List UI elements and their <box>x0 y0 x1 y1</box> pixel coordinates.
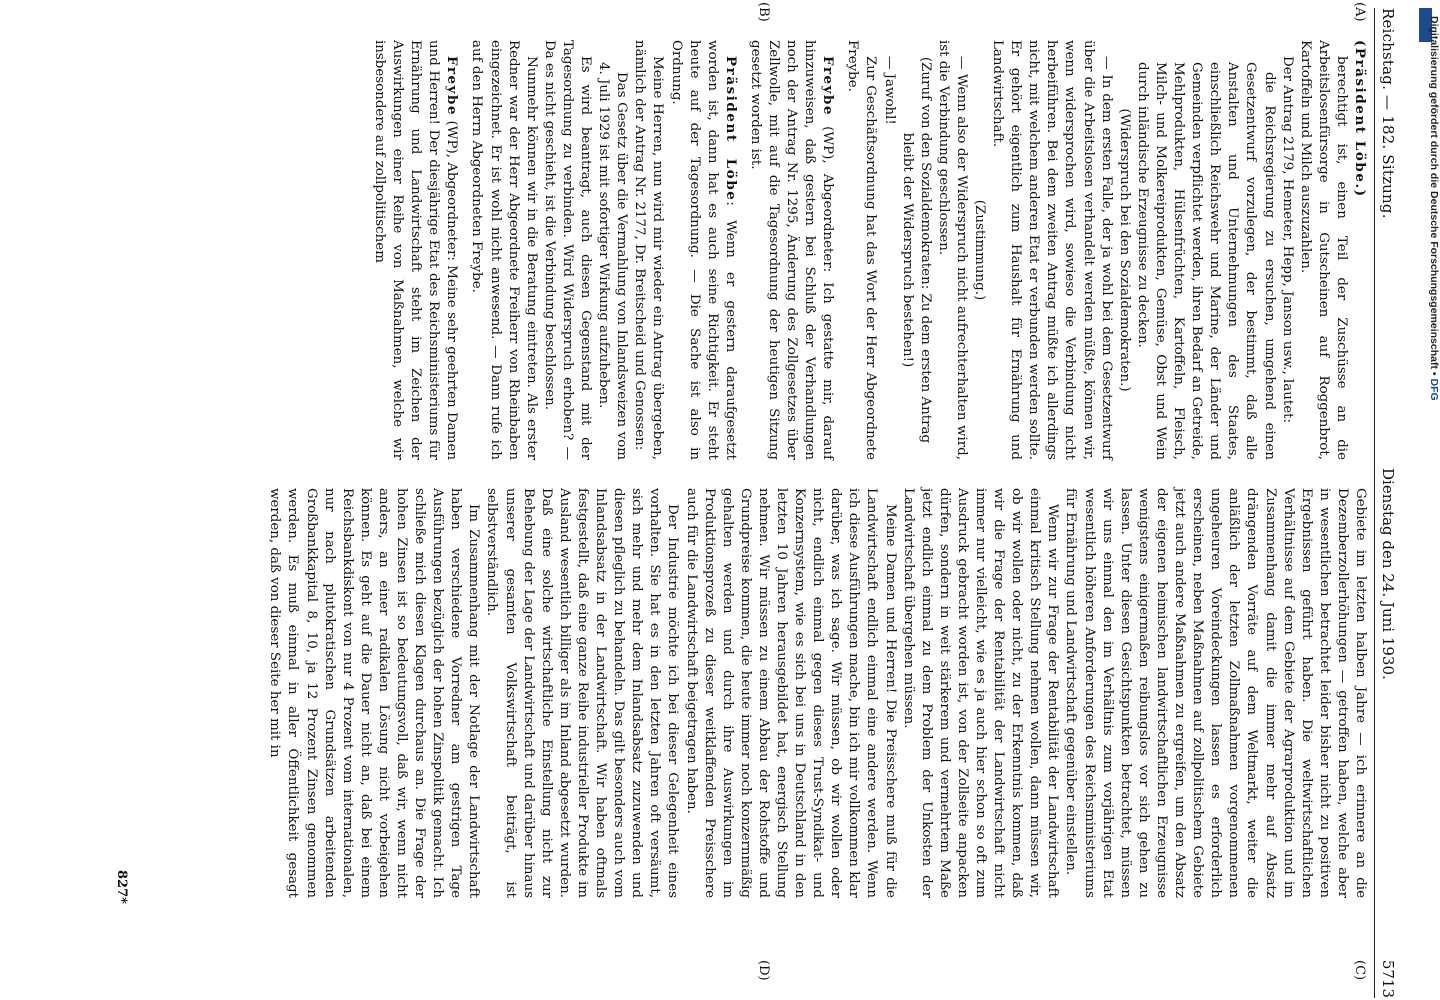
speech-paragraph <box>666 40 739 460</box>
paragraph: Nunmehr können wir in die Beratung eintreten. Als erster Redner war der Herr Abgeordnete Freiherr von Rheinbaben eingezeichnet. Er ist wohl nicht anwesend. — Dann rufe ich auf den Herrn Abgeordneten Freybe. <box>469 40 539 460</box>
motion-text: Das Gesetz über die Vermahlung von Inlandsweizen vom 4. Juli 1929 ist mit sofortiger Wirkung aufzuheben. <box>596 62 630 460</box>
header-left-title: Reichstag. — 182. Sitzung. <box>1379 8 1397 219</box>
running-head <box>1374 8 1401 998</box>
speech-paragraph <box>746 40 837 460</box>
credit-separator: • <box>1428 371 1440 379</box>
speech-paragraph <box>370 40 461 460</box>
paragraph: Der Industrie möchte ich bei dieser Gelegenheit eines vorhalten. Sie hat es in den letzten Jahren oft versäumt, sich mehr und mehr dem Inlandsabsatz zuzuwenden und diesen pfleglich zu behandeln. Das gilt besonders auch vom Inlandsabsatz in der Landwirtschaft. Wir haben oftmals festgestellt, daß eine ganze Reihe industrieller Produkte im Ausland wesentlich billiger als im Inland abgesetzt wurden. Daß eine solche wirtschaftliche Einstellung nicht zur Behebung der Lage der Landwirtschaft und darüber hinaus unserer gesamten Volkswirtschaft beiträgt, ist selbstverständlich. <box>484 488 681 898</box>
interjection: (Zuruf von den Sozialdemokraten: Zu dem ersten Antrag bleibt der Widerspruch bestehen!) <box>899 56 933 444</box>
paragraph: — Jawohl! <box>881 56 897 125</box>
interjection: (Widerspruch bei den Sozialdemokraten.) <box>1116 108 1132 392</box>
margin-letter-d: (D) <box>756 960 771 981</box>
rotated-page <box>101 0 1401 998</box>
speaker-name: (Präsident Löbe.) <box>1352 40 1368 198</box>
header-date: Dienstag den 24. Juni 1930. <box>1379 468 1397 680</box>
speaker-name: Freybe <box>820 56 837 117</box>
page-number: 5713 <box>1379 959 1397 998</box>
paragraph: Gebiete im letzten halben Jahre — ich erinnere an die Dezemberzollerhöhungen — getroffen haben, welche aber in wesentlichen betrachtet leider bisher nicht zu positiven Ergebnissen geführt haben. Die weltwirtschaftlichen Verhältnisse auf dem Gebiete der Agrarproduktion und im Zusammenhang damit die immer mehr auf Absatz drängenden Vorräte auf dem Weltmarkt, weiter die anläßlich der letzten Zollmaßnahmen vorgenommenen ungeheuren Voreindeckungen lassen es erforderlich erscheinen, neben Maßnahmen auf zollpolitischem Gebiete jetzt auch andere Maßnahmen zu ergreifen, um den Absatz der eigenen heimischen landwirtschaftlichen Erzeugnisse wenigstens einigermaßen reibungslos vor sich gehen zu lassen. Unter diesen Gesichtspunkten betrachtet, müssen wir uns einmal den im Verhältnis zum vorjährigen Etat wesentlich höheren Anforderungen des Reichsministeriums für Ernährung und Landwirtschaft gegenüber einstellen. <box>1063 488 1368 898</box>
left-column <box>139 40 1369 460</box>
paragraph: — In dem ersten Falle, der ja wohl bei dem Gesetzentwurf über die Arbeitslosen verhandelt werden müßte, können wir, wenn widersprochen wird, sowieso die Verbindung nicht herbeiführen. Bei dem zweiten Antrag müßte ich allerdings nicht, mit welchem anderen Etat er verbunden werden sollte. Er gehört eigentlich zum Haushalt für Ernährung und Landwirtschaft. <box>990 40 1114 460</box>
speech-text: (WP), Abgeordneter: Meine sehr geehrten Damen und Herren! Der diesjährige Etat des Reichsministeriums für Ernährung und Landwirtschaft steht im Zeichen der Auswirkungen einer Reihe von Maßnahmen, welche wir insbesondere auf zollpolitischem <box>372 40 460 460</box>
speaker-name: Präsident Löbe <box>722 56 739 202</box>
credit-text: Digitalisierung gefördert durch die Deutsche Forschungsgemeinschaft <box>1428 16 1440 369</box>
paragraph: — Wenn also der Widerspruch nicht aufrechterhalten wird, ist die Verbindung geschlossen. <box>935 40 969 460</box>
paragraph: Meine Herren, nun wird mir wieder ein Antrag übergeben, nämlich der Antrag Nr. 2177, Dr. Breitscheid und Genossen: <box>632 40 666 460</box>
motion-text: die Reichsregierung zu ersuchen, umgehend einen Gesetzentwurf vorzulegen, der bestimmt, daß alle Anstalten und Unternehmungen des Staates, einschließlich Reichswehr und Marine, der Länder und Gemeinden verpflichtet werden, ihren Bedarf an Getreide, Mehlprodukten, Hülsenfrüchten, Kartoffeln, Fleisch, Milch- und Molkereiprodukten, Gemüse, Obst und Wein durch inländische Erzeugnisse zu decken. <box>1134 62 1277 460</box>
speech-text: : Wenn er gestern daraufgesetzt worden ist, dann hat es auch seine Richtigkeit. Er steht heute auf der Tagesordnung. — Die Sache ist also in Ordnung. <box>668 40 738 460</box>
margin-letter-c: (C) <box>1352 960 1367 981</box>
right-column <box>139 488 1369 898</box>
paragraph: Es wird beantragt, auch diesen Gegenstand mit der Tagesordnung zu verbinden. Wird Widerspruch erhoben? — Da es nicht geschieht, ist die Verbindung beschlossen. <box>541 40 594 460</box>
paragraph: Zur Geschäftsordnung hat das Wort der Herr Abgeordnete Freybe. <box>845 40 879 460</box>
signature-mark: 827* <box>114 870 129 904</box>
paragraph: Der Antrag 2179, Hemeter, Hepp, Janson usw., lautet: <box>1279 56 1295 424</box>
margin-letter-a: (A) <box>1352 2 1367 22</box>
paragraph: Meine Damen und Herren! Die Preisschere muß für die Landwirtschaft endlich einmal eine andere werden. Wenn ich diese Ausführungen mache, bin ich mir vollkommen klar darüber, was ich sage. Wir müssen, ob wir wollen oder nicht, endlich einmal gegen dieses Trust-Syndikat- und Konzernsystem, wie es sich bei uns in Deutschland in den letzten 10 Jahren herausgebildet hat, energisch Stellung nehmen. Wir müssen zu einem Abbau der Rohstoffe und Grundpreise kommen, die heute immer noch konzernmäßig gehalten werden und durch ihre Auswirkungen im Produktionsprozeß zu dieser weitklaffenden Preisschere auch für die Landwirtschaft beigetragen haben. <box>683 488 898 898</box>
speaker-heading <box>1350 40 1369 460</box>
speech-text: (WP), Abgeordneter: Ich gestatte mir, darauf hinzuweisen, daß gestern bei Schluß der Verhandlungen noch der Antrag Nr. 1295, Änderung des Zollgesetzes über Zellwolle, mit auf die Tagesordnung der heutigen Sitzung gesetzt worden ist. <box>747 40 836 460</box>
paragraph: Im Zusammenhang mit der Notlage der Landwirtschaft haben verschiedene Vorredner am gestrigen Tage Ausführungen bezüglich der hohen Zinspolitik gemacht. Ich schließe mich diesen Klagen durchaus an. Die Frage der hohen Zinsen ist so bedeutungsvoll, daß wir, wenn nicht anders, an einer radikalen Lösung nicht vorbeigehen können. Es geht auf die Dauer nicht an, daß bei einem Reichsbankdiskont von nur 4 Prozent vom internationalen, nur nach plutokratischen Grundsätzen arbeitenden Großbankkapital 8, 10, ja 12 Prozent Zinsen genommen werden. Es muß einmal in aller Öffentlichkeit gesagt werden, daß von dieser Seite her mit in <box>267 488 482 898</box>
digitization-credit <box>1428 16 1440 401</box>
speaker-name: Freybe <box>444 56 461 117</box>
dfg-logo-text: DFG <box>1428 378 1440 401</box>
paragraph: Wenn wir zur Frage der Rentabilität der Landwirtschaft einmal kritisch Stellung nehmen wollen, dann müssen wir, ob wir wollen oder nicht, zu der Erkenntnis kommen, daß wir die Frage der Rentabilität der Landwirtschaft nicht immer nur vielleicht, wie es ja auch hier schon so oft zum Ausdruck gebracht worden ist, von der Zollseite anpacken dürfen, sondern in weit stärkerem und vermehrtem Maße jetzt endlich einmal zu dem Problem der Unkosten der Landwirtschaft übergehen müssen. <box>900 488 1061 898</box>
margin-letter-b: (B) <box>756 2 771 22</box>
paragraph: berechtigt ist, einen Teil der Zuschüsse an die Arbeitslosenfürsorge in Gutscheinen auf Roggenbrot, Kartoffeln und Milch auszuzahlen. <box>1297 40 1349 460</box>
interjection: (Zustimmung.) <box>972 199 988 301</box>
